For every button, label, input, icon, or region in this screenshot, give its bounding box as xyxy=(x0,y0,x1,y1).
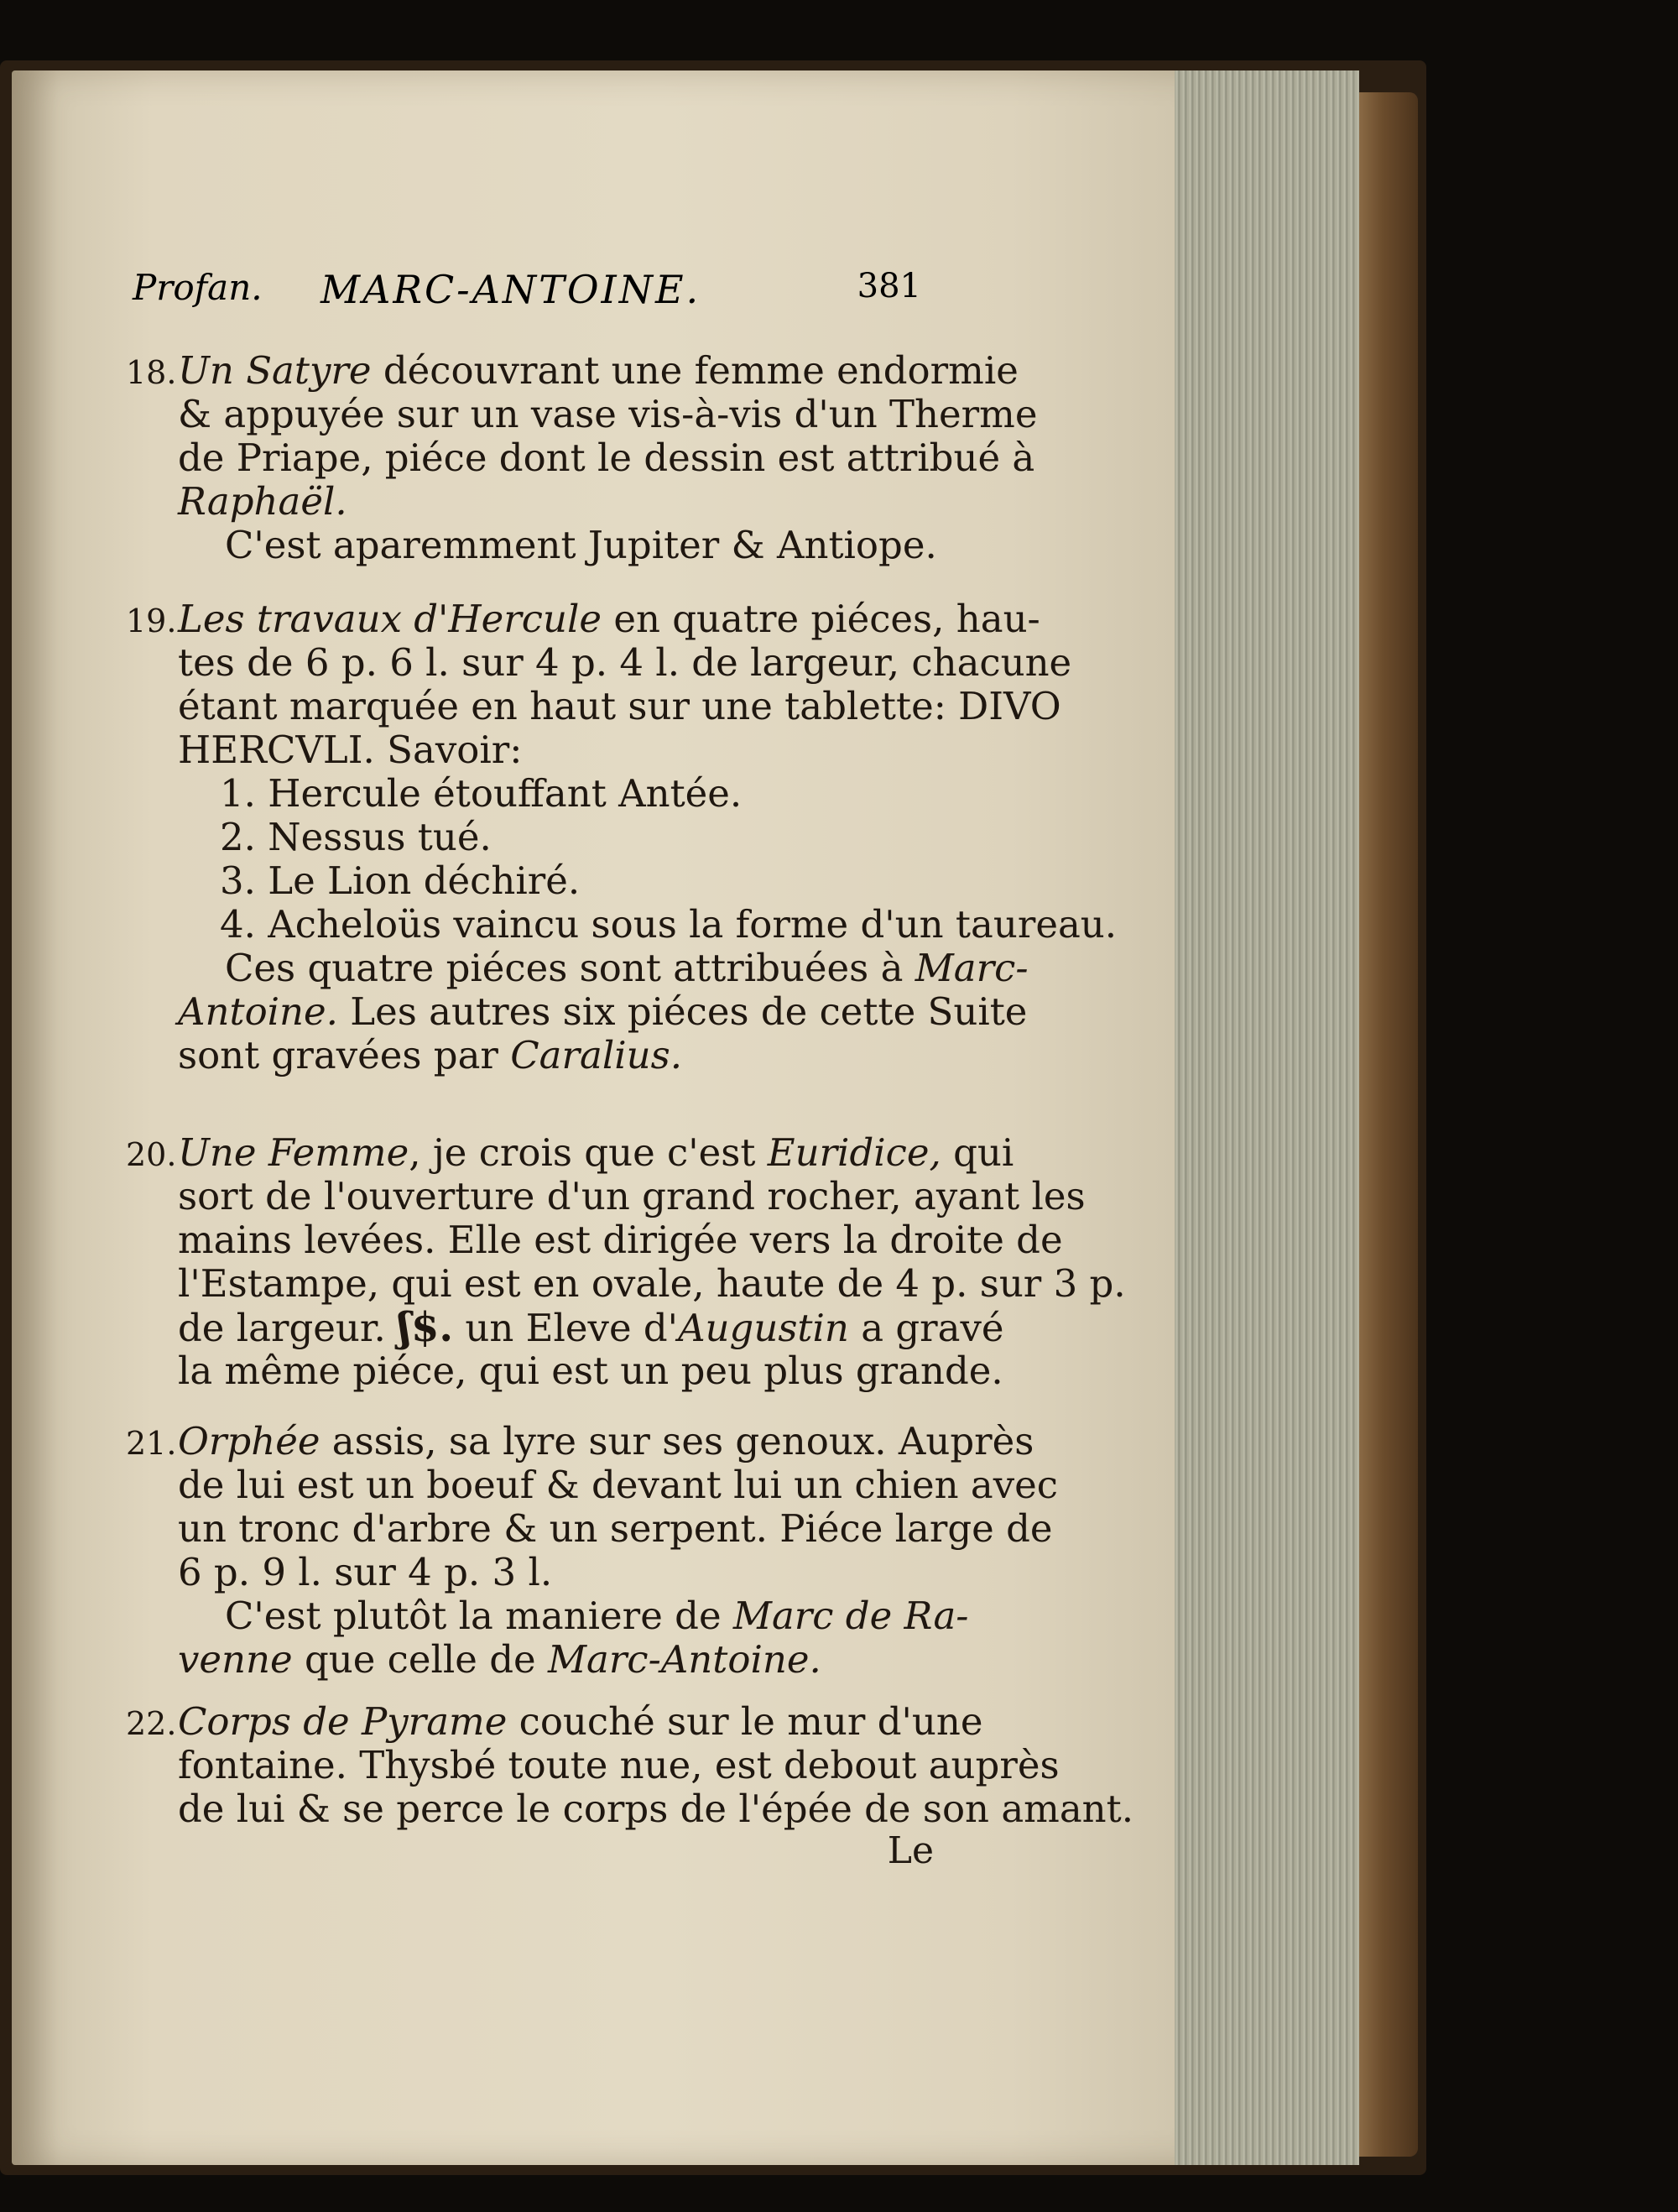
entry-title: Un Satyre xyxy=(178,348,372,393)
list-item: 3. Le Lion déchiré. xyxy=(220,858,581,903)
entry-title: Une Femme xyxy=(178,1130,409,1175)
entry-text: sort de l'ouverture d'un grand rocher, ayant les xyxy=(178,1174,1086,1218)
entry-title: Les travaux d'Hercule xyxy=(178,597,602,641)
entry-note: sont gravées par xyxy=(178,1033,511,1077)
entry-text: de lui & se perce le corps de l'épée de son amant. xyxy=(178,1787,1134,1831)
entry-number: 20. xyxy=(126,1136,177,1173)
running-head xyxy=(133,267,921,317)
entry-note-name: Caralius. xyxy=(510,1033,682,1077)
entry-number: 19. xyxy=(126,603,177,639)
entry-note: que celle de xyxy=(292,1637,548,1682)
entry-note: C'est aparemment Jupiter & Antiope. xyxy=(225,523,937,567)
entry-note-name: Marc- xyxy=(915,946,1029,990)
entry-number: 18. xyxy=(126,354,177,391)
entry-note: Les autres six piéces de cette Suite xyxy=(337,989,1028,1034)
entry-text: tes de 6 p. 6 l. sur 4 p. 4 l. de largeur, chacune xyxy=(178,640,1072,685)
catalog-entry-18 xyxy=(126,348,1038,567)
engraver-mark: ʃ$. xyxy=(398,1304,454,1351)
entry-note-name: venne xyxy=(178,1637,293,1682)
running-head-title: MARC-ANTOINE. xyxy=(320,267,701,312)
catalog-entry-19 xyxy=(126,597,1118,1077)
entry-text: de Priape, piéce dont le dessin est attribué à xyxy=(178,436,1035,480)
entry-text: qui xyxy=(941,1130,1014,1175)
entry-name: Euridice, xyxy=(767,1130,941,1175)
entry-text: a gravé xyxy=(848,1306,1004,1350)
entry-text: de lui est un boeuf & devant lui un chien avec xyxy=(178,1463,1058,1507)
entry-text: de largeur. xyxy=(178,1306,399,1350)
entry-attribution: Raphaël. xyxy=(178,479,347,524)
catalog-entry-21 xyxy=(126,1419,1058,1682)
entry-text: étant marquée en haut sur une tablette: DIVO xyxy=(178,684,1061,728)
catalog-entry-22 xyxy=(126,1699,1134,1831)
entry-text: un Eleve d' xyxy=(453,1306,679,1350)
catchword: Le xyxy=(887,1829,934,1872)
entry-name: Augustin xyxy=(678,1306,849,1350)
entry-text: mains levées. Elle est dirigée vers la droite de xyxy=(178,1218,1063,1262)
entry-text: couché sur le mur d'une xyxy=(507,1699,983,1744)
book-cover-edge xyxy=(1359,92,1418,2157)
page-fore-edge xyxy=(1175,70,1359,2165)
entry-text: découvrant une femme endormie xyxy=(371,348,1019,393)
running-head-left: Profan. xyxy=(133,267,263,308)
entry-note: C'est plutôt la maniere de xyxy=(225,1594,733,1638)
entry-text: , je crois que c'est xyxy=(409,1130,768,1175)
entry-text: un tronc d'arbre & un serpent. Piéce large de xyxy=(178,1506,1053,1551)
entry-note-name: Marc-Antoine. xyxy=(547,1637,821,1682)
catalog-entry-20 xyxy=(126,1130,1126,1393)
entry-note-name: Marc de Ra- xyxy=(732,1594,969,1638)
page-number: 381 xyxy=(857,267,921,305)
entry-number: 21. xyxy=(126,1425,177,1462)
entry-text: assis, sa lyre sur ses genoux. Auprès xyxy=(320,1419,1034,1463)
entry-title: Orphée xyxy=(178,1419,320,1463)
entry-number: 22. xyxy=(126,1705,177,1742)
entry-text: la même piéce, qui est un peu plus grande. xyxy=(178,1349,1003,1393)
entry-text: & appuyée sur un vase vis-à-vis d'un Therme xyxy=(178,392,1038,436)
list-item: 4. Acheloüs vaincu sous la forme d'un taureau. xyxy=(220,902,1118,947)
entry-title: Corps de Pyrame xyxy=(178,1699,508,1744)
entry-note: Ces quatre piéces sont attribuées à xyxy=(225,946,915,990)
entry-text: HERCVLI. Savoir: xyxy=(178,728,523,772)
entry-note-name: Antoine. xyxy=(178,989,338,1034)
list-item: 2. Nessus tué. xyxy=(220,815,492,859)
list-item: 1. Hercule étouffant Antée. xyxy=(220,771,743,816)
entry-text: 6 p. 9 l. sur 4 p. 3 l. xyxy=(178,1550,553,1594)
entry-text: l'Estampe, qui est en ovale, haute de 4 p. sur 3 p. xyxy=(178,1261,1126,1306)
entry-text: fontaine. Thysbé toute nue, est debout auprès xyxy=(178,1743,1060,1787)
entry-text: en quatre piéces, hau- xyxy=(602,597,1040,641)
